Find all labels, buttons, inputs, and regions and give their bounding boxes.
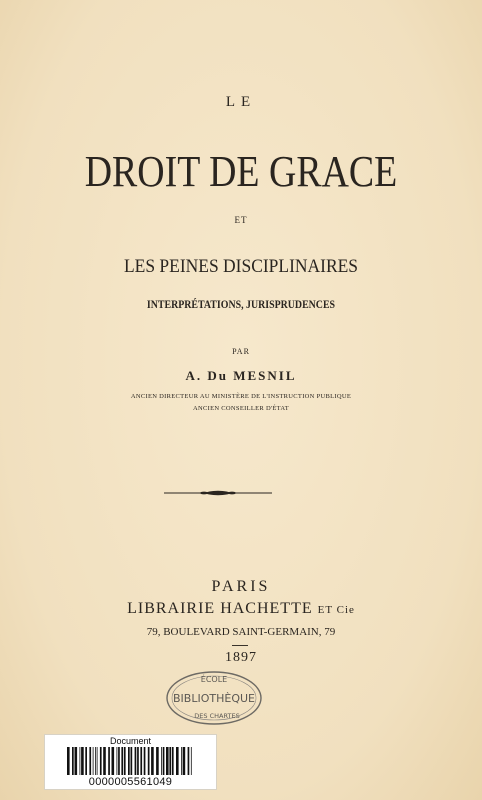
library-stamp (164, 668, 264, 728)
barcode-bar (80, 747, 81, 775)
barcode-bar (128, 747, 130, 775)
barcode-bar (135, 747, 137, 775)
barcode-bar (172, 747, 174, 775)
stamp-bottom-text: DES CHARTES (194, 712, 240, 720)
title-article: LE (225, 94, 257, 110)
publication-year: 1897 (225, 650, 257, 665)
barcode-bar (156, 747, 159, 775)
barcode-bar (89, 747, 91, 775)
barcode-label (44, 734, 217, 790)
barcode-bar (75, 747, 78, 775)
author-name: A. Du MESNIL (185, 368, 297, 383)
by-label: PAR (232, 347, 250, 356)
barcode-bar (183, 747, 186, 775)
barcode-bar (151, 747, 154, 775)
barcode-bar (72, 747, 74, 775)
stamp-middle-text: BIBLIOTHÈQUE (173, 692, 255, 705)
publisher-suffix: ET Cie (317, 604, 355, 616)
barcode-bar (118, 747, 120, 775)
year-divider (232, 645, 248, 646)
barcode-bar (117, 747, 118, 775)
barcode-bar (144, 747, 146, 775)
barcode-bar (108, 747, 110, 775)
barcode-bar (188, 747, 190, 775)
barcode-bar (191, 747, 192, 775)
barcode-bar (169, 747, 171, 775)
barcode-bar (95, 747, 96, 775)
publisher-line (0, 600, 482, 618)
title-conjunction: ET (234, 215, 248, 225)
barcode-bar (67, 747, 70, 775)
barcode-bar (163, 747, 165, 775)
subtitle: LES PEINES DISCIPLINAIRES (123, 256, 359, 277)
sub-subtitle: INTERPRÉTATIONS, JURISPRUDENCES (146, 299, 336, 311)
barcode-bar (100, 747, 102, 775)
barcode-bar (121, 747, 123, 775)
barcode-bar (181, 747, 182, 775)
barcode-bar (93, 747, 94, 775)
barcode-bar (124, 747, 126, 775)
barcode-bar (140, 747, 142, 775)
ornament-divider (164, 489, 272, 497)
barcode-bar (131, 747, 133, 775)
publisher-city: PARIS (211, 578, 271, 595)
barcode-bar (161, 747, 162, 775)
barcode-bar (137, 747, 139, 775)
barcode-bar (85, 747, 87, 775)
barcode-bar (148, 747, 150, 775)
barcode-bar (97, 747, 98, 775)
barcode-bar (112, 747, 115, 775)
publisher-address: 79, BOULEVARD SAINT-GERMAIN, 79 (146, 626, 336, 638)
publisher-name: LIBRAIRIE HACHETTE (127, 600, 313, 617)
barcode-title: Document (109, 736, 152, 746)
barcode-number: 0000005561049 (88, 776, 173, 788)
barcode-bar (81, 747, 84, 775)
barcode-bar (103, 747, 106, 775)
author-affiliation-2: ANCIEN CONSEILLER D'ÉTAT (193, 405, 289, 412)
author-affiliation-1: ANCIEN DIRECTEUR AU MINISTÈRE DE L'INSTRUCTION PUBLIQUE (130, 393, 352, 400)
stamp-top-text: ÉCOLE (200, 675, 228, 684)
barcode-bars (67, 747, 195, 775)
barcode-bar (166, 747, 169, 775)
barcode-bar (176, 747, 179, 775)
main-title: DROIT DE GRACE (84, 147, 398, 196)
